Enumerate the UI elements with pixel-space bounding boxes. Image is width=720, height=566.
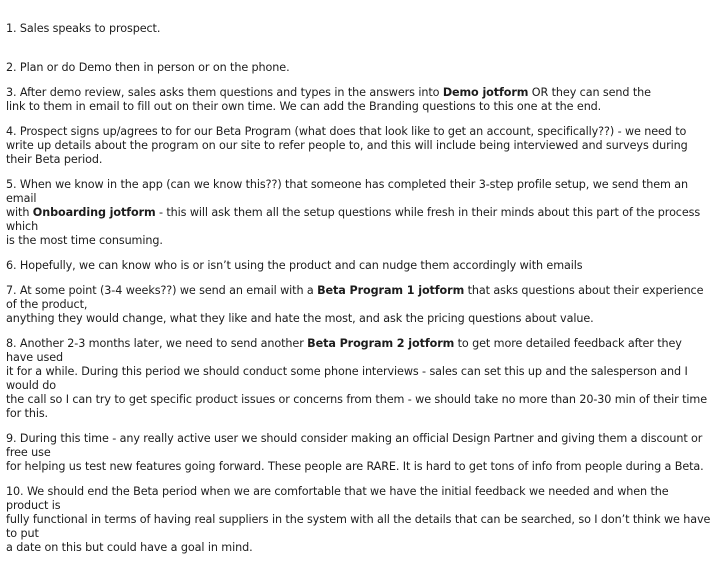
document-body	[6, 8, 712, 566]
text-segment: OR they can send the link to them in email to fill out on their own time. We can add the Branding questions to this one at the end.	[6, 86, 651, 113]
text-segment: 6. Hopefully, we can know who is or isn’t using the product and can nudge them accordingly with emails	[6, 259, 583, 272]
text-segment: that asks questions about their experience of the product, anything they would change, what they like and hate the most, and ask the pricing questions about value.	[6, 284, 704, 325]
paragraph-step-10	[6, 485, 712, 555]
text-segment: 5. When we know in the app (can we know this??) that someone has completed their 3-step profile setup, we send them an email with	[6, 178, 689, 219]
paragraph-step-3	[6, 86, 712, 114]
paragraph-step-2	[6, 47, 712, 75]
text-segment: 10. We should end the Beta period when we are comfortable that we have the initial feedback we needed and when the product is fully functional in terms of having real suppliers in the system with all the details that can be searched, so I don’t think we have to put a date on this but could have a goal in mind.	[6, 485, 711, 554]
paragraph-step-8	[6, 337, 712, 421]
text-segment: 8. Another 2-3 months later, we need to send another	[6, 337, 308, 350]
text-segment: 7. At some point (3-4 weeks??) we send an email with a	[6, 284, 318, 297]
paragraph-step-5	[6, 178, 712, 248]
beta-program-2-jotform-label: Beta Program 2 jotform	[307, 337, 455, 350]
text-segment: - this will ask them all the setup questions while fresh in their minds about this part of the process which is the most time consuming.	[6, 206, 701, 247]
paragraph-step-7	[6, 284, 712, 326]
beta-program-1-jotform-label: Beta Program 1 jotform	[317, 284, 465, 297]
paragraph-step-1	[6, 8, 712, 36]
text-segment: 4. Prospect signs up/agrees to for our Beta Program (what does that look like to get an account, specifically??) - we need to write up details about the program on our site to refer people to, and this will include being interviewed and surveys during their Beta period.	[6, 125, 688, 166]
paragraph-step-9	[6, 432, 712, 474]
text-segment: 2. Plan or do Demo then in person or on the phone.	[6, 61, 290, 74]
text-segment: 1. Sales speaks to prospect.	[6, 22, 161, 35]
paragraph-step-6	[6, 259, 712, 273]
text-segment: 9. During this time - any really active user we should consider making an official Design Partner and giving them a discount or free use for helping us test new features going forward. These people are RARE. It is hard to get tons of info from people during a Beta.	[6, 432, 704, 473]
text-segment: to get more detailed feedback after they have used it for a while. During this period we should conduct some phone interviews - sales can set this up and the salesperson and I would do the call so I can try to get specific product issues or concerns from them - we should take no more than 20-30 min of their time for this.	[6, 337, 707, 420]
demo-jotform-label: Demo jotform	[442, 86, 529, 99]
text-segment: 3. After demo review, sales asks them questions and types in the answers into	[6, 86, 443, 99]
paragraph-step-4	[6, 125, 712, 167]
onboarding-jotform-label: Onboarding jotform	[32, 206, 156, 219]
